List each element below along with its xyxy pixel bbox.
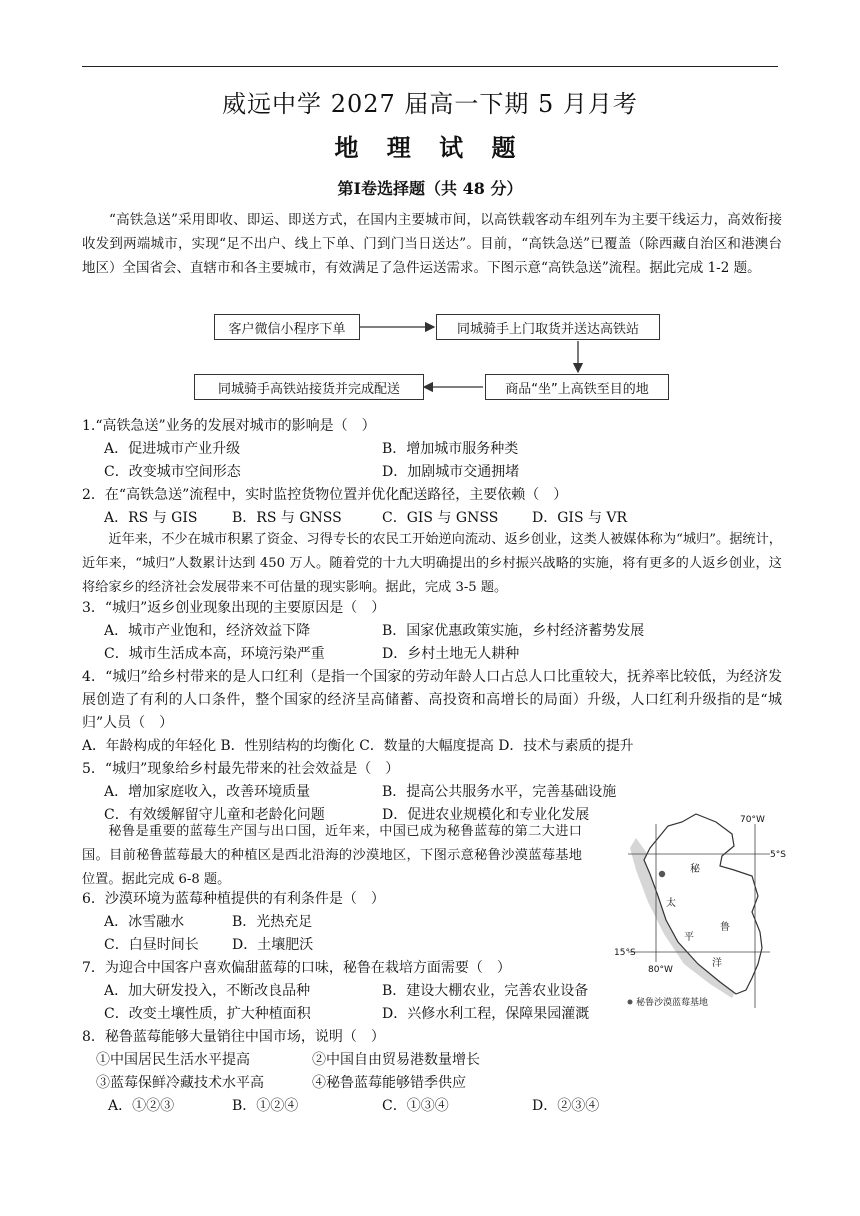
question-3-stem: 3．“城归”返乡创业现象出现的主要原因是（ ） [82,600,386,616]
label-70w: 70°W [740,815,765,825]
question-1-stem: 1.“高铁急送”业务的发展对城市的影响是（ ） [82,418,376,434]
q6-option-b[interactable]: B．光热充足 [232,914,313,930]
q4-options[interactable]: A．年龄构成的年轻化 B．性别结构的均衡化 C．数量的大幅度提高 D．技术与素质的提升 [82,738,634,754]
q6-option-a[interactable]: A．冰雪融水 [104,914,185,930]
question-6-stem: 6．沙漠环境为蓝莓种植提供的有利条件是（ ） [82,891,385,907]
exam-title: 威远中学 2027 届高一下期 5 月月考 [222,90,638,118]
question-8-stem: 8．秘鲁蓝莓能够大量销往中国市场，说明（ ） [82,1029,385,1045]
q7-option-a[interactable]: A．加大研发投入，不断改良品种 [104,983,311,999]
q7-option-c[interactable]: C．改变土壤性质，扩大种植面积 [104,1006,311,1022]
q3-option-a[interactable]: A．城市产业饱和，经济效益下降 [104,623,311,639]
label-5s: 5°S [770,850,786,860]
q2-option-c[interactable]: C．GIS 与 GNSS [382,510,499,526]
q8-option-a[interactable]: A．①②③ [108,1098,175,1114]
question-7-stem: 7．为迎合中国客户喜欢偏甜蓝莓的口味，秘鲁在栽培方面需要（ ） [82,960,511,976]
legend-text: 秘鲁沙漠蓝莓基地 [636,998,709,1008]
subject-title: 地 理 试 题 [334,133,526,162]
flow-step-train: 商品“坐”上高铁至目的地 [485,374,669,400]
passage-1-text: “高铁急送”采用即收、即运、即送方式，在国内主要城市间，以高铁载客动车组列车为主要干线运力，高效衔接收发到两端城市，实现“足不出户、线上下单、门到门当日送达”。目前，“高铁急送”已覆盖（除西藏自治区和港澳台地区）全国省会、直辖市和各主要城市，有效满足了急件运送需求。下图示意“高铁急送”流程。据此完成 1-2 题。 [82,212,782,276]
q3-option-d[interactable]: D．乡村土地无人耕种 [382,646,520,662]
q8-statement-2: ②中国自由贸易港数量增长 [312,1052,480,1068]
question-4-stem [82,666,782,735]
q8-option-b[interactable]: B．①②④ [232,1098,299,1114]
label-tai: 太 [666,898,676,909]
flow-step-pickup: 同城骑手上门取货并送达高铁站 [436,314,660,340]
passage-3-text: 秘鲁是重要的蓝莓生产国与出口国，近年来，中国已成为秘鲁蓝莓的第二大进口国。目前秘鲁蓝莓最大的种植区是西北沿海的沙漠地区，下图示意秘鲁沙漠蓝莓基地位置。据此完成 6-8 题。 [82,824,582,887]
q1-option-c[interactable]: C．改变城市空间形态 [104,464,241,480]
q5-option-d[interactable]: D．促进农业规模化和专业化发展 [382,807,590,823]
q8-option-c[interactable]: C．①③④ [382,1098,449,1114]
q2-option-a[interactable]: A．RS 与 GIS [104,510,198,526]
q1-option-a[interactable]: A．促进城市产业升级 [104,441,241,457]
q3-option-c[interactable]: C．城市生活成本高，环境污染严重 [104,646,325,662]
legend-dot [628,1000,633,1005]
q2-option-b[interactable]: B．RS 与 GNSS [232,510,342,526]
peru-map [612,812,790,1012]
q8-statement-1: ①中国居民生活水平提高 [96,1052,250,1068]
q7-option-b[interactable]: B．建设大棚农业，完善农业设备 [382,983,589,999]
q6-option-d[interactable]: D．土壤肥沃 [232,937,314,953]
flow-step-order: 客户微信小程序下单 [214,314,360,340]
q8-statement-3: ③蓝莓保鲜冷藏技术水平高 [96,1075,264,1091]
q8-option-d[interactable]: D．②③④ [532,1098,600,1114]
question-2-stem: 2．在“高铁急送”流程中，实时监控货物位置并优化配送路径，主要依赖（ ） [82,487,568,503]
q8-statement-4: ④秘鲁蓝莓能够错季供应 [312,1075,466,1091]
flow-arrows [0,0,860,420]
passage-2 [82,528,782,600]
q1-option-d[interactable]: D．加剧城市交通拥堵 [382,464,520,480]
q1-option-b[interactable]: B．增加城市服务种类 [382,441,519,457]
passage-3 [82,820,582,892]
label-yang: 洋 [712,958,722,969]
q5-option-b[interactable]: B．提高公共服务水平，完善基础设施 [382,784,617,800]
blueberry-base-dot [659,871,665,877]
label-lu: 鲁 [720,922,730,933]
question-4-text: 4．“城归”给乡村带来的是人口红利（是指一个国家的劳动年龄人口占总人口比重较大，抚养率比较低，为经济发展创造了有利的人口条件，整个国家的经济呈高储蓄、高投资和高增长的局面）升级，人口红利升级指的是“城归”人员（ ） [82,669,782,731]
label-15s: 15°S [614,948,636,958]
q2-option-d[interactable]: D．GIS 与 VR [532,510,628,526]
section-title: 第Ⅰ卷选择题（共 48 分） [337,179,523,198]
label-bi: 秘 [690,864,700,875]
question-5-stem: 5．“城归”现象给乡村最先带来的社会效益是（ ） [82,761,400,777]
q5-option-a[interactable]: A．增加家庭收入，改善环境质量 [104,784,311,800]
q5-option-c[interactable]: C．有效缓解留守儿童和老龄化问题 [104,807,325,823]
q3-option-b[interactable]: B．国家优惠政策实施，乡村经济蓄势发展 [382,623,645,639]
label-80w: 80°W [648,965,673,975]
passage-2-text: 近年来，不少在城市积累了资金、习得专长的农民工开始逆向流动、返乡创业，这类人被媒体称为“城归”。据统计，近年来，“城归”人数累计达到 450 万人。随着党的十九大明确提出的乡村振兴战略的实施，将有更多的人返乡创业，这将给家乡的经济社会发展带来不可估量的现实影响。据此，完成 3-5 题。 [82,532,782,595]
flow-step-delivery: 同城骑手高铁站接货并完成配送 [194,374,424,400]
q6-option-c[interactable]: C．白昼时间长 [104,937,199,953]
q7-option-d[interactable]: D．兴修水利工程，保障果园灌溉 [382,1006,590,1022]
label-ping: 平 [684,932,694,943]
